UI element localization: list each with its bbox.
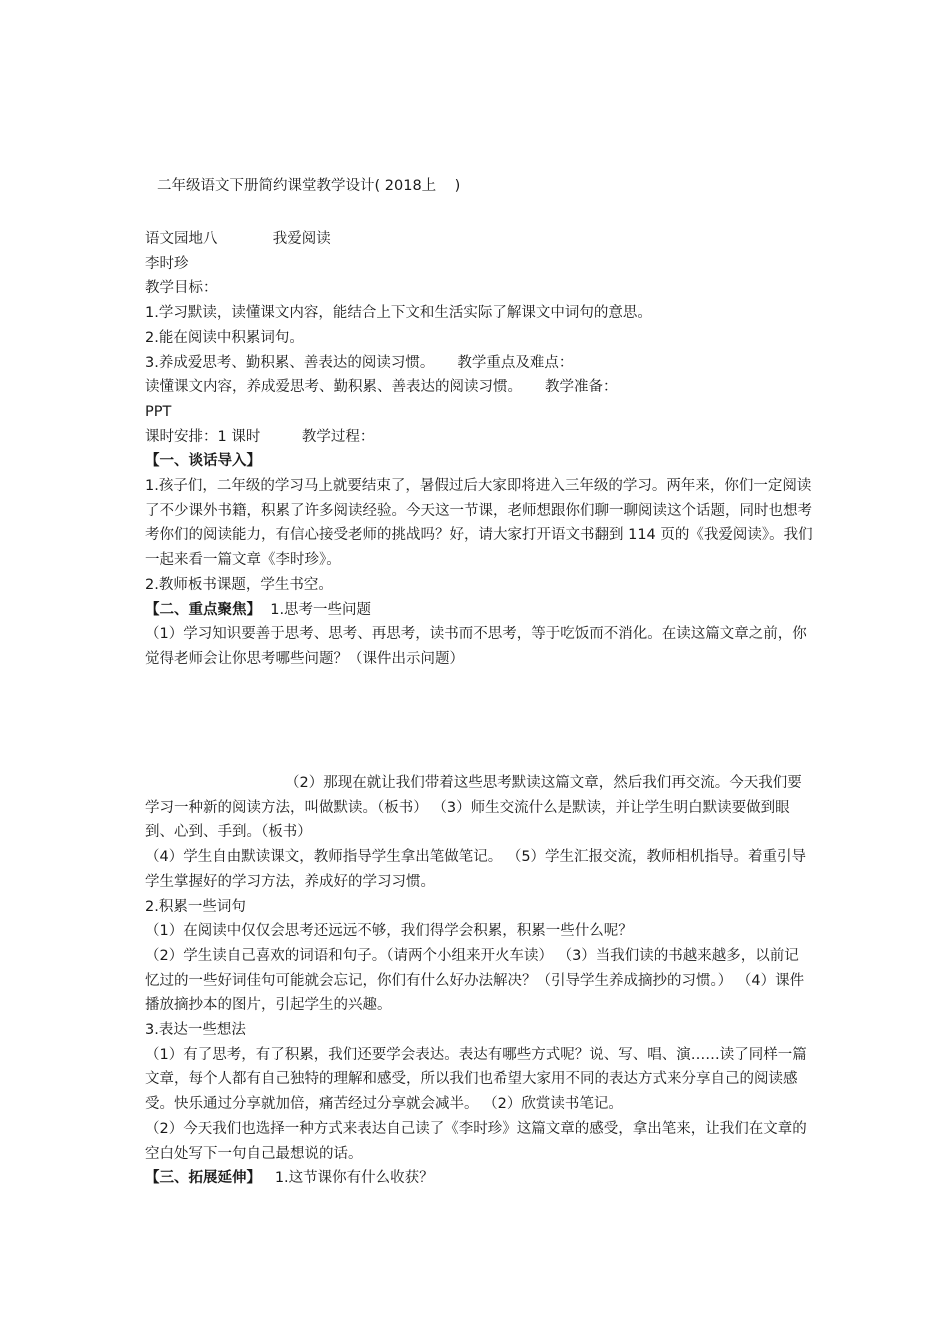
lower-block: [145, 771, 813, 1191]
paragraph-2-1: （2）那现在就让我们带着这些思考默读这篇文章，然后我们再交流。今天我们要学习一种新的阅读方法，叫做默读。（板书） （3）师生交流什么是默读，并让学生明白默读要做到眼到、心到、手到。（板书）: [145, 775, 802, 841]
section-3-sub-1: 1.这节课你有什么收获？: [261, 1170, 434, 1187]
preparation-value: PPT: [145, 403, 172, 420]
subheading-express: 3.表达一些想法: [145, 1022, 246, 1039]
objective-2: 2.能在阅读中积累词句。: [145, 329, 304, 346]
paragraph-express-1: （1）有了思考，有了积累，我们还要学会表达。表达有哪些方式呢？说、写、唱、演……读了同样一篇文章，每个人都有自己独特的理解和感受，所以我们也希望大家用不同的表达方式来分享自己的阅读感受。快乐通过分享就加倍，痛苦经过分享就会减半。 （2）欣赏读书笔记。: [145, 1046, 807, 1113]
section-2-sub-1: 1.思考一些问题: [261, 601, 372, 618]
header-block: [145, 227, 813, 672]
section-1-paragraph-2: 2.教师板书课题，学生书空。: [145, 576, 333, 593]
section-2-paragraph-1: （1）学习知识要善于思考、思考、再思考，读书而不思考，等于吃饭而不消化。在读这篇文章之前，你觉得老师会让你思考哪些问题？（课件出示问题）: [145, 626, 807, 667]
paragraph-accumulate-2: （2）学生读自己喜欢的词语和句子。（请两个小组来开火车读） （3）当我们读的书越来越多，以前记忆过的一些好词佳句可能就会忘记，你们有什么好办法解决？（引导学生养成摘抄的习惯。） （4）课件播放摘抄本的图片，引起学生的兴趣。: [145, 947, 805, 1014]
objective-1: 1.学习默读，读懂课文内容，能结合上下文和生活实际了解课文中词句的意思。: [145, 305, 652, 322]
subheading-accumulate: 2.积累一些词句: [145, 898, 246, 915]
key-points-and-preparation: 读懂课文内容，养成爱思考、勤积累、善表达的阅读习惯。 教学准备：: [145, 379, 618, 396]
section-3-heading-line: [145, 1166, 813, 1191]
lesson-title-line: 李时珍: [145, 255, 189, 272]
section-1-heading: 【一、谈话导入】: [145, 453, 261, 470]
section-1-paragraph-1: 1.孩子们，二年级的学习马上就要结束了，暑假过后大家即将进入三年级的学习。两年来，你们一定阅读了不少课外书籍，积累了许多阅读经验。今天这一节课，老师想跟你们聊一聊阅读这个话题，同时也想考考你们的阅读能力，有信心接受老师的挑战吗？好，请大家打开语文书翻到 114 页的《我爱阅读》。我们一起来看一篇文章《李时珍》。: [145, 478, 813, 569]
schedule-and-process: 课时安排：1 课时 教学过程：: [145, 428, 375, 445]
section-3-heading: 【三、拓展延伸】: [145, 1170, 261, 1187]
section-2-heading-line: [145, 598, 813, 623]
objectives-heading: 教学目标：: [145, 280, 218, 297]
objective-3-and-key-points: 3.养成爱思考、勤积累、善表达的阅读习惯。 教学重点及难点：: [145, 354, 574, 371]
paragraph-accumulate-1: （1）在阅读中仅仅会思考还远远不够，我们得学会积累，积累一些什么呢？: [145, 923, 633, 940]
document-title: 二年级语文下册简约课堂教学设计( 2018上 ): [157, 178, 461, 194]
unit-line: 语文园地八 我爱阅读: [145, 231, 331, 247]
section-2-heading: 【二、重点聚焦】: [145, 601, 261, 618]
paragraph-2-4: （4）学生自由默读课文，教师指导学生拿出笔做笔记。 （5）学生汇报交流，教师相机指导。着重引导学生掌握好的学习方法，养成好的学习习惯。: [145, 849, 807, 890]
paragraph-express-2: （2）今天我们也选择一种方式来表达自己读了《李时珍》这篇文章的感受，拿出笔来，让我们在文章的空白处写下一句自己最想说的话。: [145, 1120, 807, 1162]
